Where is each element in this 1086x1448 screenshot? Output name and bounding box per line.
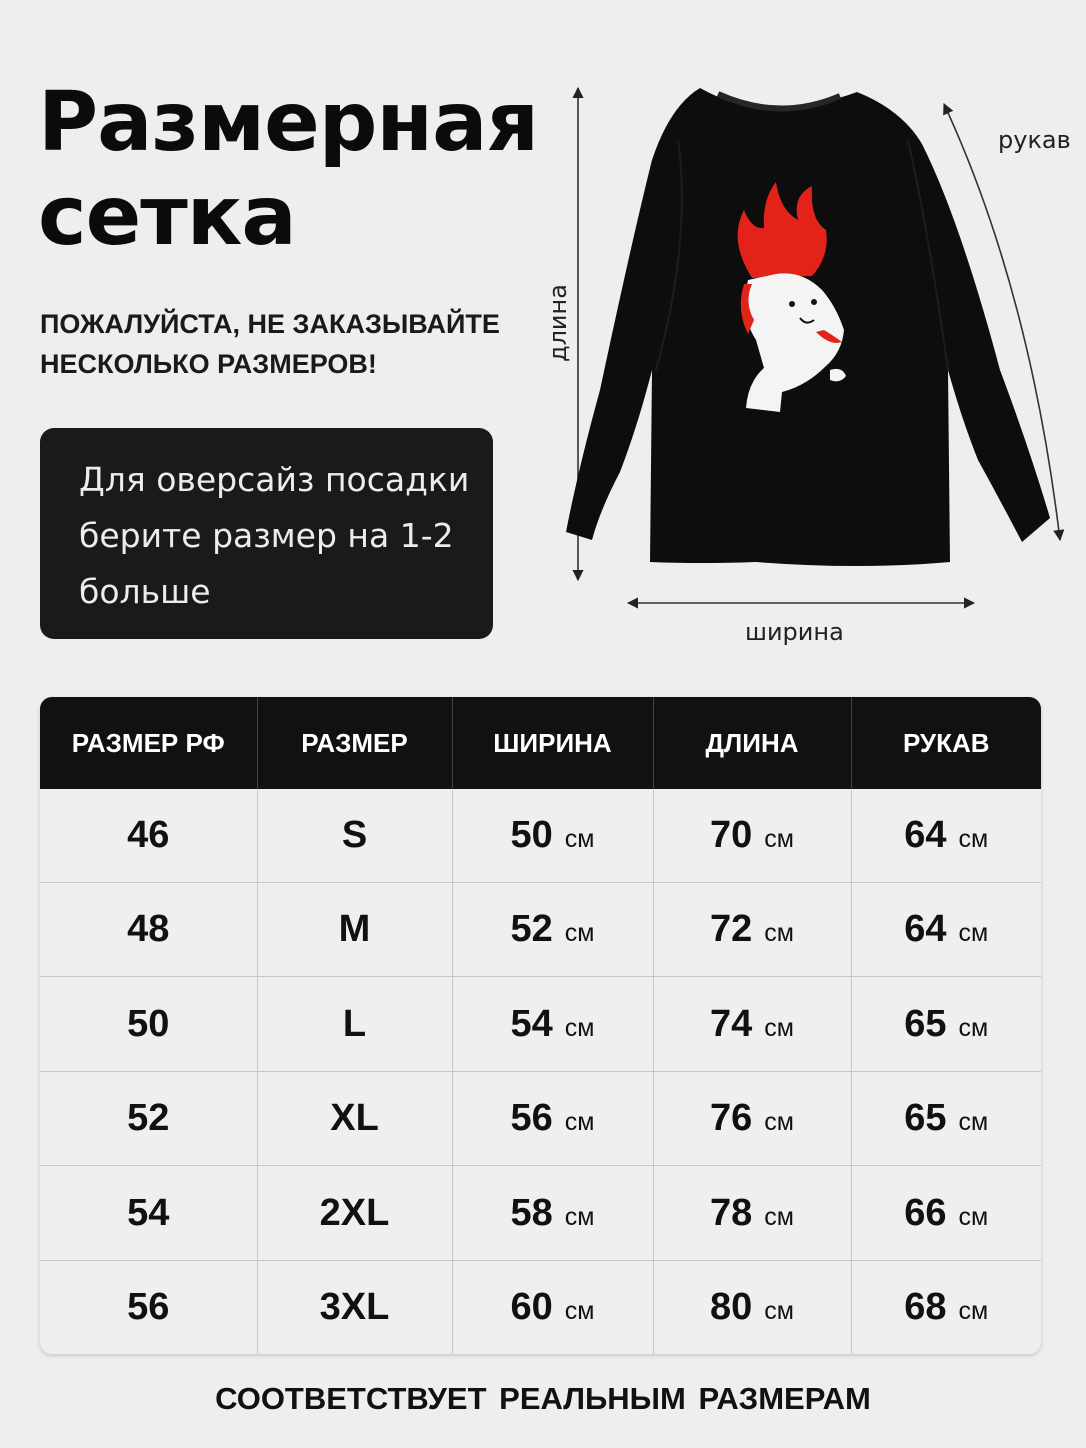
table-row (40, 977, 1041, 1072)
warning-line-1: ПОЖАЛУЙСТА, НЕ ЗАКАЗЫВАЙТЕ (40, 309, 500, 339)
oversize-note-text: Для оверсайз посадки берите размер на 1-2 больше (79, 460, 470, 611)
cell-length: 76 см (653, 1071, 851, 1166)
table-row (40, 1260, 1041, 1354)
oversize-note (40, 428, 493, 639)
table-header-row (40, 697, 1041, 789)
cell-width: 56 см (452, 1071, 653, 1166)
cell-width: 60 см (452, 1260, 653, 1354)
cell-sleeve: 64 см (851, 789, 1041, 882)
cell-width: 50 см (452, 789, 653, 882)
cell-length: 80 см (653, 1260, 851, 1354)
cell-size: 2XL (257, 1166, 452, 1261)
cell-length: 74 см (653, 977, 851, 1072)
cell-sleeve: 68 см (904, 1285, 989, 1328)
cell-length: 72 см (653, 882, 851, 977)
cell-width: 58 см (452, 1166, 653, 1261)
cell-width: 54 см (452, 977, 653, 1072)
cell-sleeve: 66 см (851, 1166, 1041, 1261)
title-line-2: сетка (38, 169, 296, 264)
cell-length: 78 см (653, 1166, 851, 1261)
table-row (40, 1071, 1041, 1166)
cell-size: S (257, 789, 452, 882)
shirt-illustration (530, 70, 1086, 670)
size-table (40, 697, 1041, 1354)
header-ru-size: РАЗМЕР РФ (40, 697, 257, 789)
title-line-1: Размерная (38, 75, 539, 170)
warning-text (40, 304, 540, 384)
header-sleeve: РУКАВ (902, 727, 990, 758)
cell-ru-size: 46 (40, 789, 257, 882)
cell-sleeve: 64 см (851, 882, 1041, 977)
table-row (40, 882, 1041, 977)
table-row (40, 789, 1041, 882)
cell-ru-size: 48 (40, 882, 257, 977)
footer-note: СООТВЕТСТВУЕТ РЕАЛЬНЫМ РАЗМЕРАМ (215, 1381, 871, 1416)
shirt-diagram (530, 70, 1086, 670)
cell-width: 52 см (452, 882, 653, 977)
width-label: ширина (745, 618, 844, 646)
cell-ru-size: 50 (40, 977, 257, 1072)
header-length: ДЛИНА (653, 697, 851, 789)
page-title (38, 76, 538, 264)
sleeve-label: рукав (998, 126, 1071, 154)
cell-size: L (257, 977, 452, 1072)
warning-line-2: НЕСКОЛЬКО РАЗМЕРОВ! (40, 349, 377, 379)
cell-ru-size: 54 (40, 1166, 257, 1261)
cell-size: M (257, 882, 452, 977)
cell-sleeve: 65 см (851, 977, 1041, 1072)
header-size: РАЗМЕР (257, 697, 452, 789)
cell-size: 3XL (257, 1260, 452, 1354)
cell-size: XL (257, 1071, 452, 1166)
header-width: ШИРИНА (452, 697, 653, 789)
cell-ru-size: 56 (40, 1260, 257, 1354)
cell-length: 70 см (653, 789, 851, 882)
cell-ru-size: 52 (40, 1071, 257, 1166)
length-label: длина (544, 284, 572, 362)
cell-sleeve: 65 см (851, 1071, 1041, 1166)
table-row (40, 1166, 1041, 1261)
